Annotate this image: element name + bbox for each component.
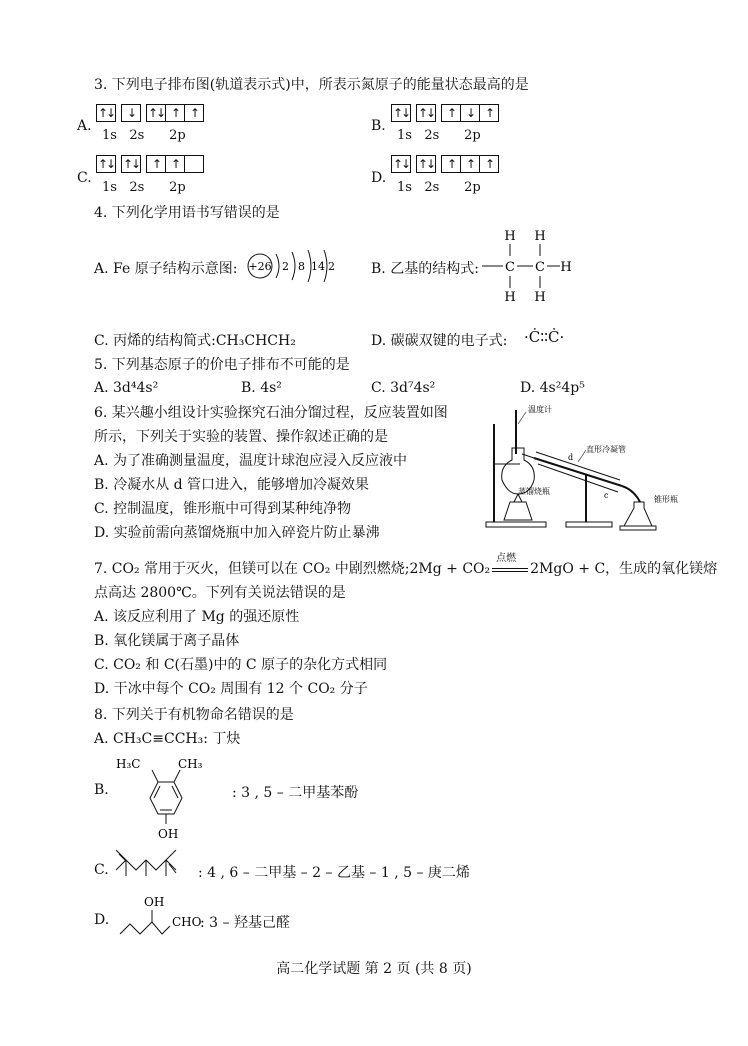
condenser-port-c: c xyxy=(604,491,609,500)
orbital-box: ↑↓ xyxy=(97,157,115,171)
svg-text:H: H xyxy=(504,229,516,244)
heptadiene-skeletal-structure xyxy=(112,846,192,886)
distilling-flask-label: 蒸馏烧瓶 xyxy=(518,487,550,496)
orbital-box: ↑ xyxy=(165,155,185,173)
q8-stem: 8. 下列关于有机物命名错误的是 xyxy=(94,707,294,723)
q3-option-b-label: B. xyxy=(371,118,386,134)
q5-option-b: B. 4s² xyxy=(241,380,282,396)
q4-option-b-label: B. 乙基的结构式: xyxy=(371,261,479,277)
thermometer-label: 温度计 xyxy=(528,405,552,414)
q6-stem-line2: 所示，下列关于实验的装置、操作叙述正确的是 xyxy=(94,429,388,445)
svg-text:CH₃: CH₃ xyxy=(178,757,203,771)
q8-option-d-label: D. xyxy=(94,912,110,928)
orbital-box: ↑ xyxy=(441,104,461,122)
carbon-double-bond-electron-formula: ·Ċ∶∶Ċ· xyxy=(524,328,565,346)
q3-option-c-sublabels: 1s 2s 2p xyxy=(102,180,186,195)
reaction-arrow xyxy=(492,553,528,578)
q3-stem: 3. 下列电子排布图(轨道表示式)中，所表示氮原子的能量状态最高的是 xyxy=(94,77,529,93)
shell-electrons: 2 xyxy=(328,260,335,273)
q8-option-c-name: : 4 , 6 – 二甲基 – 2 – 乙基 – 1 , 5 – 庚二烯 xyxy=(198,865,470,881)
orbital-box: ↑↓ xyxy=(97,106,115,120)
q3-option-b-sublabels: 1s 2s 2p xyxy=(397,128,481,143)
q4-option-d-label: D. 碳碳双键的电子式: xyxy=(371,333,508,349)
q3-option-a-sublabels: 1s 2s 2p xyxy=(102,128,186,143)
orbital-box xyxy=(184,155,204,173)
q8-option-a: A. CH₃C≡CCH₃: 丁炔 xyxy=(94,731,241,747)
orbital-box: ↑↓ xyxy=(122,157,140,171)
nucleus-charge: +26 xyxy=(248,260,272,273)
shell-electrons: 14 xyxy=(311,260,325,273)
dimethylphenol-structure xyxy=(112,752,222,844)
svg-text:OH: OH xyxy=(158,827,179,841)
q3-option-d-orbital xyxy=(391,155,498,173)
q5-option-a: A. 3d⁴4s² xyxy=(94,380,159,396)
orbital-box: ↑↓ xyxy=(147,106,165,120)
q6-option-d: D. 实验前需向蒸馏烧瓶中加入碎瓷片防止暴沸 xyxy=(94,525,380,541)
svg-text:CHO: CHO xyxy=(172,915,202,929)
q3-option-b-orbital xyxy=(391,104,498,122)
q3-option-d-label: D. xyxy=(371,170,387,186)
orbital-box: ↑ xyxy=(146,155,166,173)
q7-option-d: D. 干冰中每个 CO₂ 周围有 12 个 CO₂ 分子 xyxy=(94,681,368,697)
orbital-box: ↑ xyxy=(479,155,499,173)
orbital-box: ↑ xyxy=(184,104,204,122)
q4-option-a-label: A. Fe 原子结构示意图: xyxy=(94,261,238,277)
q3-option-c-label: C. xyxy=(77,170,92,186)
svg-text:H: H xyxy=(534,229,546,244)
condenser-label: 直形冷凝管 xyxy=(586,445,626,454)
condenser-port-d: d xyxy=(568,453,574,462)
q7-stem-part1: 7. CO₂ 常用于灭火，但镁可以在 CO₂ 中剧烈燃烧;2Mg + CO₂ xyxy=(94,561,491,577)
q8-option-c-label: C. xyxy=(94,862,109,878)
orbital-box: ↑ xyxy=(441,155,461,173)
reaction-condition: 点燃 xyxy=(496,553,517,564)
q4-stem: 4. 下列化学用语书写错误的是 xyxy=(94,205,280,221)
orbital-box: ↑↓ xyxy=(417,157,435,171)
q6-option-a: A. 为了准确测量温度，温度计球泡应浸入反应液中 xyxy=(94,453,408,469)
orbital-box: ↓ xyxy=(121,104,141,122)
orbital-box: ↑↓ xyxy=(417,106,435,120)
q6-stem-line1: 6. 某兴趣小组设计实验探究石油分馏过程，反应装置如图 xyxy=(94,405,448,421)
q3-option-a-label: A. xyxy=(77,118,92,134)
q3-option-a-orbital xyxy=(96,104,203,122)
q6-option-b: B. 冷凝水从 d 管口进入，能够增加冷凝效果 xyxy=(94,477,370,493)
q5-stem: 5. 下列基态原子的价电子排布不可能的是 xyxy=(94,357,350,373)
q4-option-c: C. 丙烯的结构简式:CH₃CHCH₂ xyxy=(94,333,296,349)
svg-text:OH: OH xyxy=(144,895,165,909)
q5-option-d: D. 4s²4p⁵ xyxy=(520,380,585,396)
ethyl-structural-formula xyxy=(478,226,578,306)
orbital-box: ↓ xyxy=(460,104,480,122)
svg-text:H: H xyxy=(560,260,572,275)
fe-atomic-structure-diagram xyxy=(246,246,346,286)
svg-text:C: C xyxy=(505,260,515,275)
orbital-box: ↑ xyxy=(165,104,185,122)
hydroxyhexanal-skeletal-structure xyxy=(112,892,202,942)
q3-option-d-sublabels: 1s 2s 2p xyxy=(397,180,481,195)
q6-option-c: C. 控制温度，锥形瓶中可得到某种纯净物 xyxy=(94,501,352,517)
svg-text:H₃C: H₃C xyxy=(116,757,141,771)
q7-option-b: B. 氧化镁属于离子晶体 xyxy=(94,633,240,649)
svg-text:C: C xyxy=(535,260,545,275)
q8-option-d-name: : 3 – 羟基己醛 xyxy=(200,915,290,931)
distillation-apparatus-figure xyxy=(474,402,678,532)
q7-stem-part2: 2MgO + C，生成的氧化镁熔 xyxy=(530,561,718,577)
q7-option-a: A. 该反应利用了 Mg 的强还原性 xyxy=(94,609,300,625)
orbital-box: ↑↓ xyxy=(392,157,410,171)
q5-option-c: C. 3d⁷4s² xyxy=(371,380,436,396)
shell-electrons: 2 xyxy=(282,260,289,273)
conical-flask-label: 锥形瓶 xyxy=(654,495,678,504)
svg-text:H: H xyxy=(534,290,546,305)
shell-electrons: 8 xyxy=(298,260,305,273)
q7-stem-line2: 点高达 2800℃。下列有关说法错误的是 xyxy=(94,585,346,601)
orbital-box: ↑ xyxy=(460,155,480,173)
svg-text:H: H xyxy=(504,290,516,305)
q7-stem-line1 xyxy=(94,553,718,578)
orbital-box: ↑ xyxy=(479,104,499,122)
q3-option-c-orbital xyxy=(96,155,203,173)
q8-option-b-name: : 3 , 5 – 二甲基苯酚 xyxy=(232,785,359,801)
q7-option-c: C. CO₂ 和 C(石墨)中的 C 原子的杂化方式相同 xyxy=(94,657,388,673)
page-footer: 高二化学试题 第 2 页 (共 8 页) xyxy=(276,961,472,977)
q8-option-b-label: B. xyxy=(94,782,109,798)
orbital-box: ↑↓ xyxy=(392,106,410,120)
